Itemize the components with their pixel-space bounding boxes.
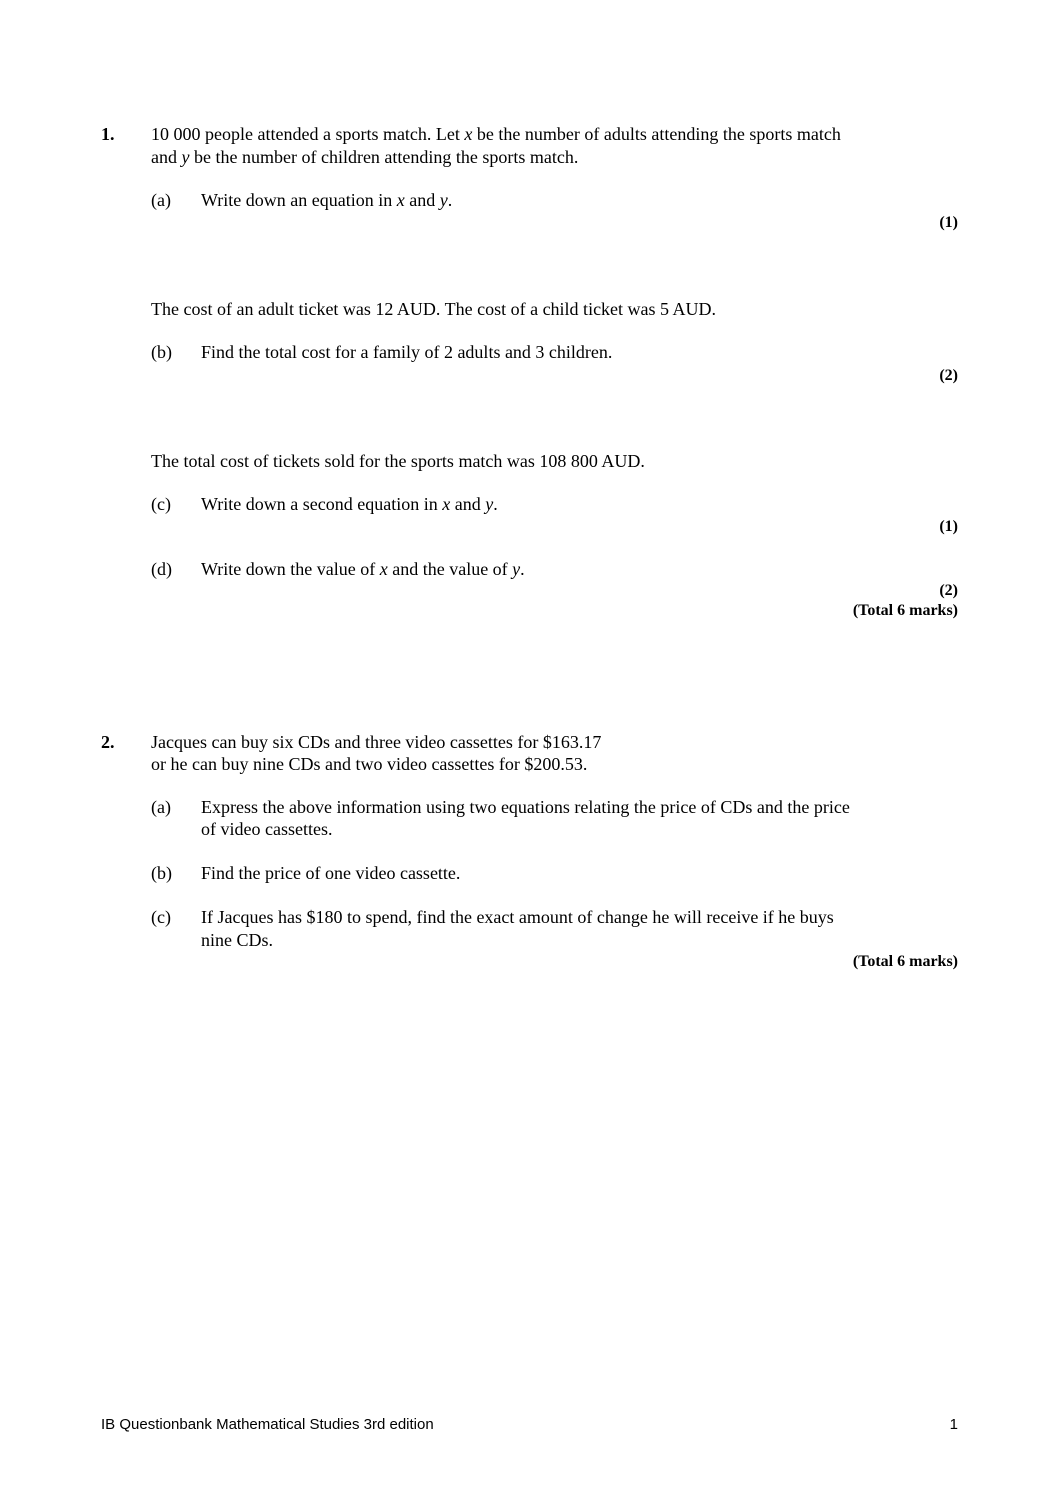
question-2-intro-line-2: or he can buy nine CDs and two video cassettes for $200.53. [151, 754, 588, 774]
question-1-intro-line-2: and y be the number of children attending the sports match. [151, 147, 579, 167]
q1-total-marks: (Total 6 marks) [852, 602, 958, 619]
q1-part-a-marks: (1) [939, 214, 958, 231]
q1-part-d-label: (d) [151, 559, 172, 579]
q2-total-marks: (Total 6 marks) [852, 953, 958, 970]
q2-part-c-label: (c) [151, 907, 171, 927]
q1-part-a-text: Write down an equation in x and y. [201, 190, 453, 210]
question-2-number: 2. [101, 732, 115, 752]
q1-part-c-label: (c) [151, 494, 171, 514]
question-1-number: 1. [101, 124, 115, 144]
footer-page-number: 1 [949, 1416, 958, 1433]
q1-part-c-marks: (1) [939, 518, 958, 535]
question-2-intro-line-1: Jacques can buy six CDs and three video cassettes for $163.17 [151, 732, 602, 752]
q1-part-b-marks: (2) [939, 367, 958, 384]
q1-part-c-text: Write down a second equation in x and y. [201, 494, 498, 514]
q2-part-a-line-2: of video cassettes. [201, 819, 333, 839]
q1-part-d-text: Write down the value of x and the value of y. [201, 559, 525, 579]
q1-part-d-marks: (2) [939, 582, 958, 599]
q1-part-b-text: Find the total cost for a family of 2 adults and 3 children. [201, 342, 613, 362]
footer-source: IB Questionbank Mathematical Studies 3rd edition [101, 1416, 434, 1433]
q1-part-b-label: (b) [151, 342, 172, 362]
q1-part-a-label: (a) [151, 190, 171, 210]
q1-context-ticket-costs: The cost of an adult ticket was 12 AUD. The cost of a child ticket was 5 AUD. [151, 299, 717, 319]
q2-part-c-line-2: nine CDs. [201, 930, 273, 950]
q1-context-total-cost: The total cost of tickets sold for the sports match was 108 800 AUD. [151, 451, 645, 471]
q2-part-a-label: (a) [151, 797, 171, 817]
q2-part-b-text: Find the price of one video cassette. [201, 863, 461, 883]
q2-part-c-line-1: If Jacques has $180 to spend, find the exact amount of change he will receive if he buys [201, 907, 834, 927]
q2-part-b-label: (b) [151, 863, 172, 883]
q2-part-a-line-1: Express the above information using two equations relating the price of CDs and the price [201, 797, 850, 817]
question-1-intro-line-1: 10 000 people attended a sports match. Let x be the number of adults attending the sports match [151, 124, 841, 144]
